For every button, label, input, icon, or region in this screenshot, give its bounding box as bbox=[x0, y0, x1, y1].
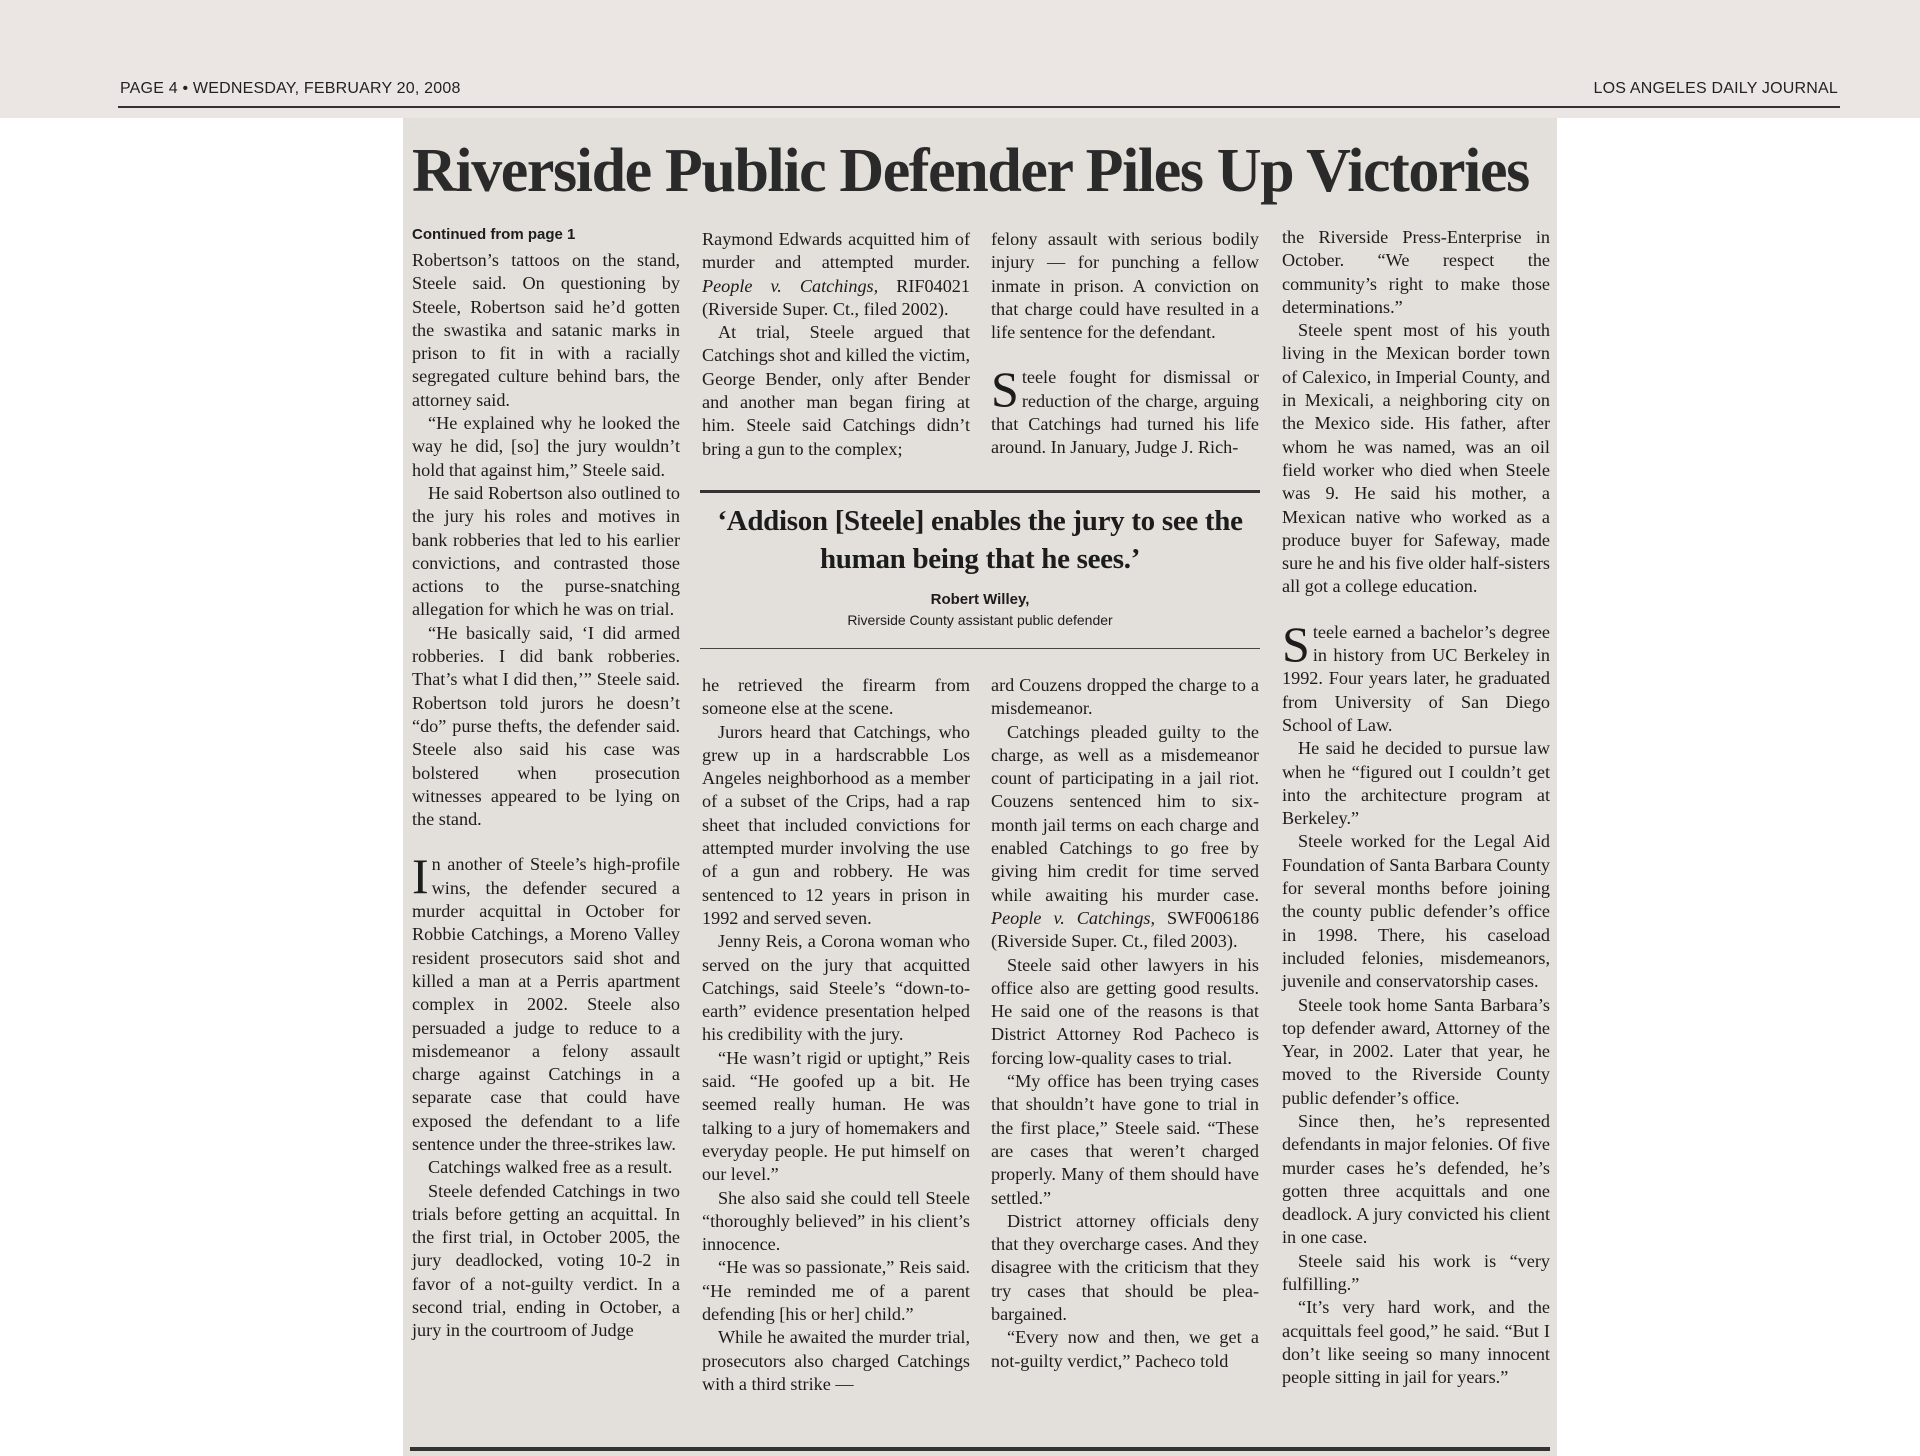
column-2-top bbox=[702, 228, 970, 461]
page-top-band bbox=[0, 0, 1920, 118]
paragraph: He said Robertson also outlined to the jury his roles and motives in bank robberies that led to his earlier convictions, and contrasted those actions to the purse-snatching allegation for which he was on trial. bbox=[412, 482, 680, 620]
paragraph bbox=[991, 721, 1259, 954]
case-citation: People v. Catchings, bbox=[991, 907, 1156, 928]
drop-cap: S bbox=[991, 361, 1019, 418]
column-3-bottom bbox=[991, 674, 1259, 1373]
paragraph: “He explained why he looked the way he did, [so] the jury wouldn’t hold that against him,” Steele said. bbox=[412, 413, 680, 480]
header-rule bbox=[118, 106, 1840, 108]
paragraph: “My office has been trying cases that shouldn’t have gone to trial in the first place,” Steele said. “These are cases that weren’t charged properly. Many of them should have settled.” bbox=[991, 1071, 1259, 1208]
paragraph: Robertson’s tattoos on the stand, Steele said. On questioning by Steele, Robertson said he’d gotten the swastika and satanic marks in prison to fit in with a racially segregated culture behind bars, the attorney said. bbox=[412, 250, 680, 410]
paragraph: Steele worked for the Legal Aid Foundation of Santa Barbara County for several months before joining the county public defender’s office in 1998. There, his caseload included felonies, misdemeanors, juvenile and conservatorship cases. bbox=[1282, 831, 1550, 992]
paragraph-text: Catchings pleaded guilty to the charge, as well as a misdemeanor count of participating in a jail riot. Couzens sentenced him to six-month jail terms on each charge and enabled Catchings to go free by giving him credit for time served while awaiting his murder case. bbox=[991, 721, 1259, 905]
paragraph: “He wasn’t rigid or uptight,” Reis said. “He goofed up a bit. He seemed really human. He was talking to a jury of homemakers and everyday people. He put himself on our level.” bbox=[702, 1047, 970, 1185]
paragraph: While he awaited the murder trial, prosecutors also charged Catchings with a third strike — bbox=[702, 1327, 970, 1394]
paragraph: Steele took home Santa Barbara’s top defender award, Attorney of the Year, in 2002. Later that year, he moved to the Riverside County public defender’s office. bbox=[1282, 994, 1550, 1108]
pull-quote-text: ‘Addison [Steele] enables the jury to see the human being that he sees.’ bbox=[717, 505, 1243, 575]
column-4 bbox=[1282, 226, 1550, 1390]
paragraph: District attorney officials deny that they overcharge cases. And they disagree with the criticism that they try cases that should be plea-bargained. bbox=[991, 1210, 1259, 1325]
paragraph-text: Raymond Edwards acquitted him of murder and attempted murder. bbox=[702, 229, 970, 273]
pull-quote-rule-bottom bbox=[700, 648, 1260, 649]
paragraph: Steele defended Catchings in two trials before getting an acquittal. In the first trial, in October 2005, the jury deadlocked, voting 10-2 in favor of a not-guilty verdict. In a second trial, ending in October, a jury in the courtroom of Judge bbox=[412, 1180, 680, 1341]
paragraph bbox=[702, 228, 970, 321]
paragraph: Steele spent most of his youth living in the Mexican border town of Calexico, in Imperial County, and in Mexicali, a neighboring city on the Mexico side. His father, after whom he was named, was an oil field worker who died when Steele was 9. He said his mother, a Mexican native who worked as a produce buyer for Safeway, made sure he and his five older half-sisters all got a college education. bbox=[1282, 320, 1550, 597]
pull-quote-rule-top bbox=[700, 490, 1260, 493]
pull-quote-attribution-name: Robert Willey, bbox=[930, 591, 1030, 608]
paragraph: the Riverside Press-Enterprise in October. “We respect the community’s right to make those determinations.” bbox=[1282, 227, 1550, 317]
paragraph: She also said she could tell Steele “thoroughly believed” in his client’s innocence. bbox=[702, 1187, 970, 1255]
pull-quote-attribution-title: Riverside County assistant public defender bbox=[847, 612, 1113, 628]
paragraph: Jurors heard that Catchings, who grew up in a hardscrabble Los Angeles neighborhood as a member of a subset of the Crips, had a rap sheet that included convictions for attempted murder involving the use of a gun and robbery. He was sentenced to 12 years in prison in 1992 and served seven. bbox=[702, 721, 970, 928]
article-headline: Riverside Public Defender Piles Up Victories bbox=[412, 137, 1529, 205]
column-1 bbox=[412, 225, 680, 1343]
paragraph: At trial, Steele argued that Catchings shot and killed the victim, George Bender, only after Bender and another man began firing at him. Steele said Catchings didn’t bring a gun to the complex; bbox=[702, 322, 970, 459]
paragraph: Jenny Reis, a Corona woman who served on the jury that acquitted Catchings, said Steele’s “down-to-earth” evidence presentation helped his credibility with the jury. bbox=[702, 931, 970, 1045]
paragraph: ard Couzens dropped the charge to a misdemeanor. bbox=[991, 675, 1259, 719]
paragraph: he retrieved the firearm from someone else at the scene. bbox=[702, 675, 970, 719]
paragraph: “Every now and then, we get a not-guilty verdict,” Pacheco told bbox=[991, 1327, 1259, 1371]
paragraph: Catchings walked free as a result. bbox=[428, 1157, 673, 1178]
paragraph: Steele said his work is “very fulfilling.” bbox=[1282, 1250, 1550, 1295]
paragraph-text: teele fought for dismissal or reduction of the charge, arguing that Catchings had turned his life around. In January, Judge J. Rich- bbox=[991, 367, 1259, 458]
paragraph: Since then, he’s represented defendants in major felonies. Of five murder cases he’s defended, he’s gotten three acquittals and one deadlock. A jury convicted his client in one case. bbox=[1282, 1110, 1550, 1248]
paragraph bbox=[991, 361, 1259, 459]
paragraph-text: SWF006186 (Riverside Super. Ct., filed 2003). bbox=[991, 907, 1259, 952]
column-2-bottom bbox=[702, 674, 970, 1396]
continued-from-label: Continued from page 1 bbox=[412, 226, 576, 243]
running-head-left: PAGE 4 • WEDNESDAY, FEBRUARY 20, 2008 bbox=[120, 80, 461, 97]
paragraph: “He was so passionate,” Reis said. “He reminded me of a parent defending [his or her] child.” bbox=[702, 1257, 970, 1325]
pull-quote-box bbox=[700, 490, 1260, 652]
running-head-right: LOS ANGELES DAILY JOURNAL bbox=[1593, 80, 1838, 97]
paragraph: He said he decided to pursue law when he “figured out I couldn’t get into the architecture program at Berkeley.” bbox=[1282, 738, 1550, 829]
paragraph-text: n another of Steele’s high-profile wins, the defender secured a murder acquittal in October for Robbie Catchings, a Moreno Valley resident prosecutors said shot and killed a man at a Perris apartment complex in 2002. Steele also persuaded a judge to reduce to a misdemeanor a felony assault charge against Catchings in a separate case that could have exposed the defendant to a life sentence under the three-strikes law. bbox=[412, 854, 680, 1154]
paragraph-text: RIF04021 (Riverside Super. Ct., filed 2002). bbox=[702, 275, 970, 319]
footer-rule bbox=[410, 1447, 1550, 1451]
paragraph bbox=[412, 848, 680, 1156]
paragraph bbox=[1282, 615, 1550, 737]
paragraph: “He basically said, ‘I did armed robberies. I did bank robberies. That’s what I did then,’” Steele said. Robertson told jurors he doesn’t “do” purse thefts, the defender said. Steele also said his case was bolstered when prosecution witnesses appeared to be lying on the stand. bbox=[412, 622, 680, 830]
drop-cap: I bbox=[412, 848, 429, 905]
paragraph: Steele said other lawyers in his office also are getting good results. He said one of the reasons is that District Attorney Rod Pacheco is forcing low-quality cases to trial. bbox=[991, 954, 1259, 1068]
paragraph-text: teele earned a bachelor’s degree in history from UC Berkeley in 1992. Four years later, he graduated from University of San Diego School of Law. bbox=[1282, 621, 1550, 735]
case-citation: People v. Catchings, bbox=[702, 275, 879, 296]
paragraph: felony assault with serious bodily injury — for punching a fellow inmate in prison. A conviction on that charge could have resulted in a life sentence for the defendant. bbox=[991, 229, 1259, 343]
drop-cap: S bbox=[1282, 615, 1310, 672]
column-3-top bbox=[991, 228, 1259, 460]
paragraph: “It’s very hard work, and the acquittals feel good,” he said. “But I don’t like seeing so many innocent people sitting in jail for years.” bbox=[1282, 1297, 1550, 1388]
